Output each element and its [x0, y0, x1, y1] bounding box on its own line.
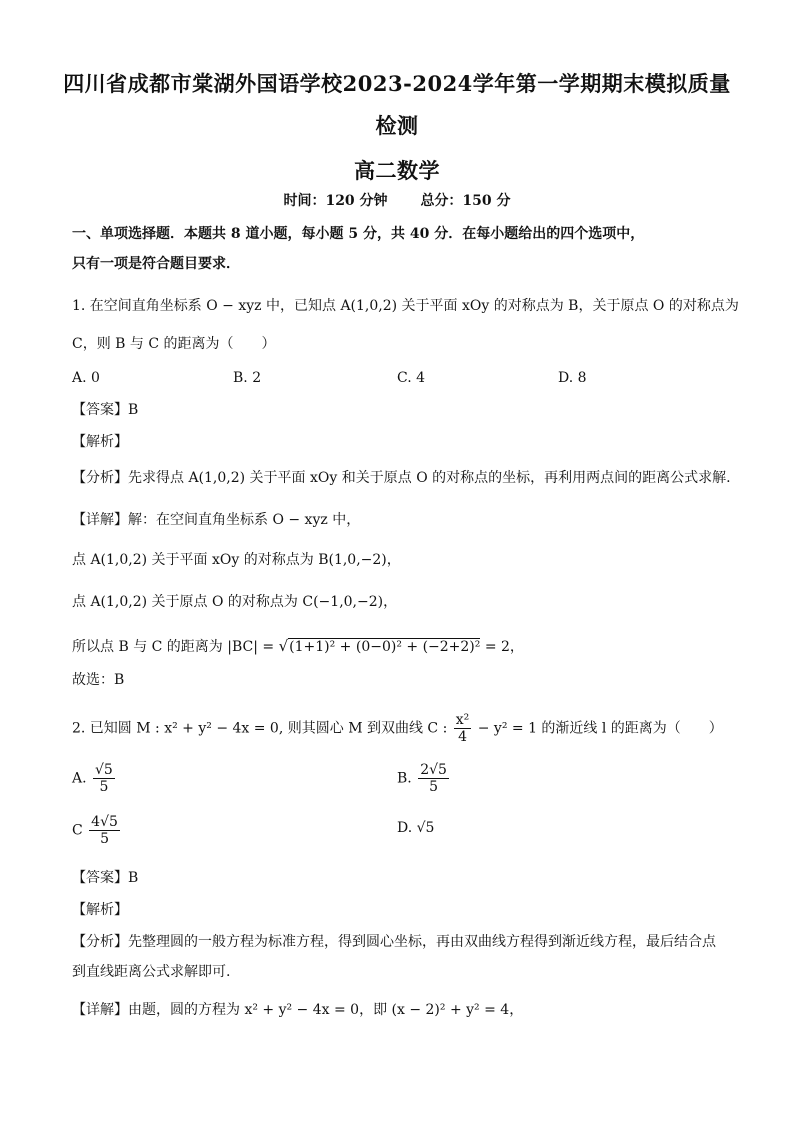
q2-analysis-2: 到直线距离公式求解即可. [72, 964, 231, 980]
q1-answer: 【答案】B [72, 402, 139, 418]
q2-analysis-1: 【分析】先整理圆的一般方程为标准方程，得到圆心坐标，再由双曲线方程得到渐近线方程，最后结合点 [72, 934, 716, 950]
option-label: D. [397, 820, 413, 836]
q1-stem-line2: C，则 B 与 C 的距离为（ ） [72, 336, 276, 352]
exam-meta [0, 190, 794, 210]
option-label: B. [397, 770, 412, 787]
q1-conclusion: 故选：B [72, 672, 125, 688]
q2-stem [72, 712, 732, 745]
fraction-denominator: 5 [99, 779, 109, 795]
q2-stem-pre: 2. 已知圆 M : x² + y² − 4x = 0, 则其圆心 M 到双曲线 C : [72, 720, 452, 737]
option-fraction [89, 814, 120, 847]
q2-stem-post: − y² = 1 的渐近线 l 的距离为（ ） [473, 720, 723, 737]
q2-jiexi: 【解析】 [72, 902, 128, 918]
q1-option-b: B. 2 [233, 370, 262, 386]
q1-analysis: 【分析】先求得点 A(1,0,2) 关于平面 xOy 和关于原点 O 的对称点的坐标，再利用两点间的距离公式求解. [72, 470, 731, 486]
q2-detail-1: 【详解】由题，圆的方程为 x² + y² − 4x = 0，即 (x − 2)² + y² = 4， [72, 1002, 524, 1018]
q1-distance-result: = 2， [480, 639, 524, 655]
subject-title: 高二数学 [354, 158, 440, 183]
option-label: C [72, 822, 83, 839]
q1-option-c: C. 4 [397, 370, 426, 386]
q1-detail-3: 点 A(1,0,2) 关于原点 O 的对称点为 C(−1,0,−2)， [72, 594, 398, 610]
fraction-numerator: √5 [95, 762, 113, 778]
q1-distance-text: 所以点 B 与 C 的距离为 |BC| = [72, 639, 279, 655]
exam-score: 总分：150 分 [420, 193, 511, 209]
option-fraction [93, 762, 115, 795]
q2-option-c [72, 814, 122, 847]
q2-option-b [397, 762, 451, 795]
q2-option-a [72, 762, 117, 795]
q1-stem-line1: 1. 在空间直角坐标系 O − xyz 中，已知点 A(1,0,2) 关于平面 xOy 的对称点为 B，关于原点 O 的对称点为 [72, 298, 739, 314]
q2-answer: 【答案】B [72, 870, 139, 886]
q1-detail-2: 点 A(1,0,2) 关于平面 xOy 的对称点为 B(1,0,−2)， [72, 552, 401, 568]
q2-option-d [397, 820, 434, 836]
fraction-denominator: 5 [100, 831, 109, 847]
fraction-numerator: 4√5 [91, 814, 118, 830]
fraction-denominator: 5 [429, 779, 439, 795]
fraction-numerator: 2√5 [420, 762, 447, 778]
page-title-line2: 检测 [375, 113, 419, 138]
option-label: A. [72, 770, 87, 787]
q1-distance-radicand: (1+1)² + (0−0)² + (−2+2)² [289, 639, 481, 655]
q1-option-d: D. 8 [558, 370, 587, 386]
section-heading-line1: 一、单项选择题．本题共 8 道小题，每小题 5 分，共 40 分．在每小题给出的四个选项中， [72, 226, 645, 242]
q1-jiexi: 【解析】 [72, 434, 128, 450]
option-fraction [418, 762, 449, 795]
exam-time: 时间：120 分钟 [283, 193, 388, 209]
q1-detail-4: 所以点 B 与 C 的距离为 |BC| = √(1+1)² + (0−0)² + (−2+2)² = 2， [72, 637, 524, 655]
option-value: √5 [416, 820, 435, 836]
page-title-line1: 四川省成都市棠湖外国语学校2023-2024学年第一学期期末模拟质量 [63, 71, 731, 96]
fraction-denominator: 4 [458, 729, 467, 745]
fraction-numerator: x² [455, 712, 470, 728]
q1-detail-1: 【详解】解：在空间直角坐标系 O − xyz 中， [72, 512, 361, 528]
q2-stem-fraction [454, 712, 472, 745]
q1-option-a: A. 0 [72, 370, 100, 386]
section-heading-line2: 只有一项是符合题目要求． [72, 256, 240, 272]
